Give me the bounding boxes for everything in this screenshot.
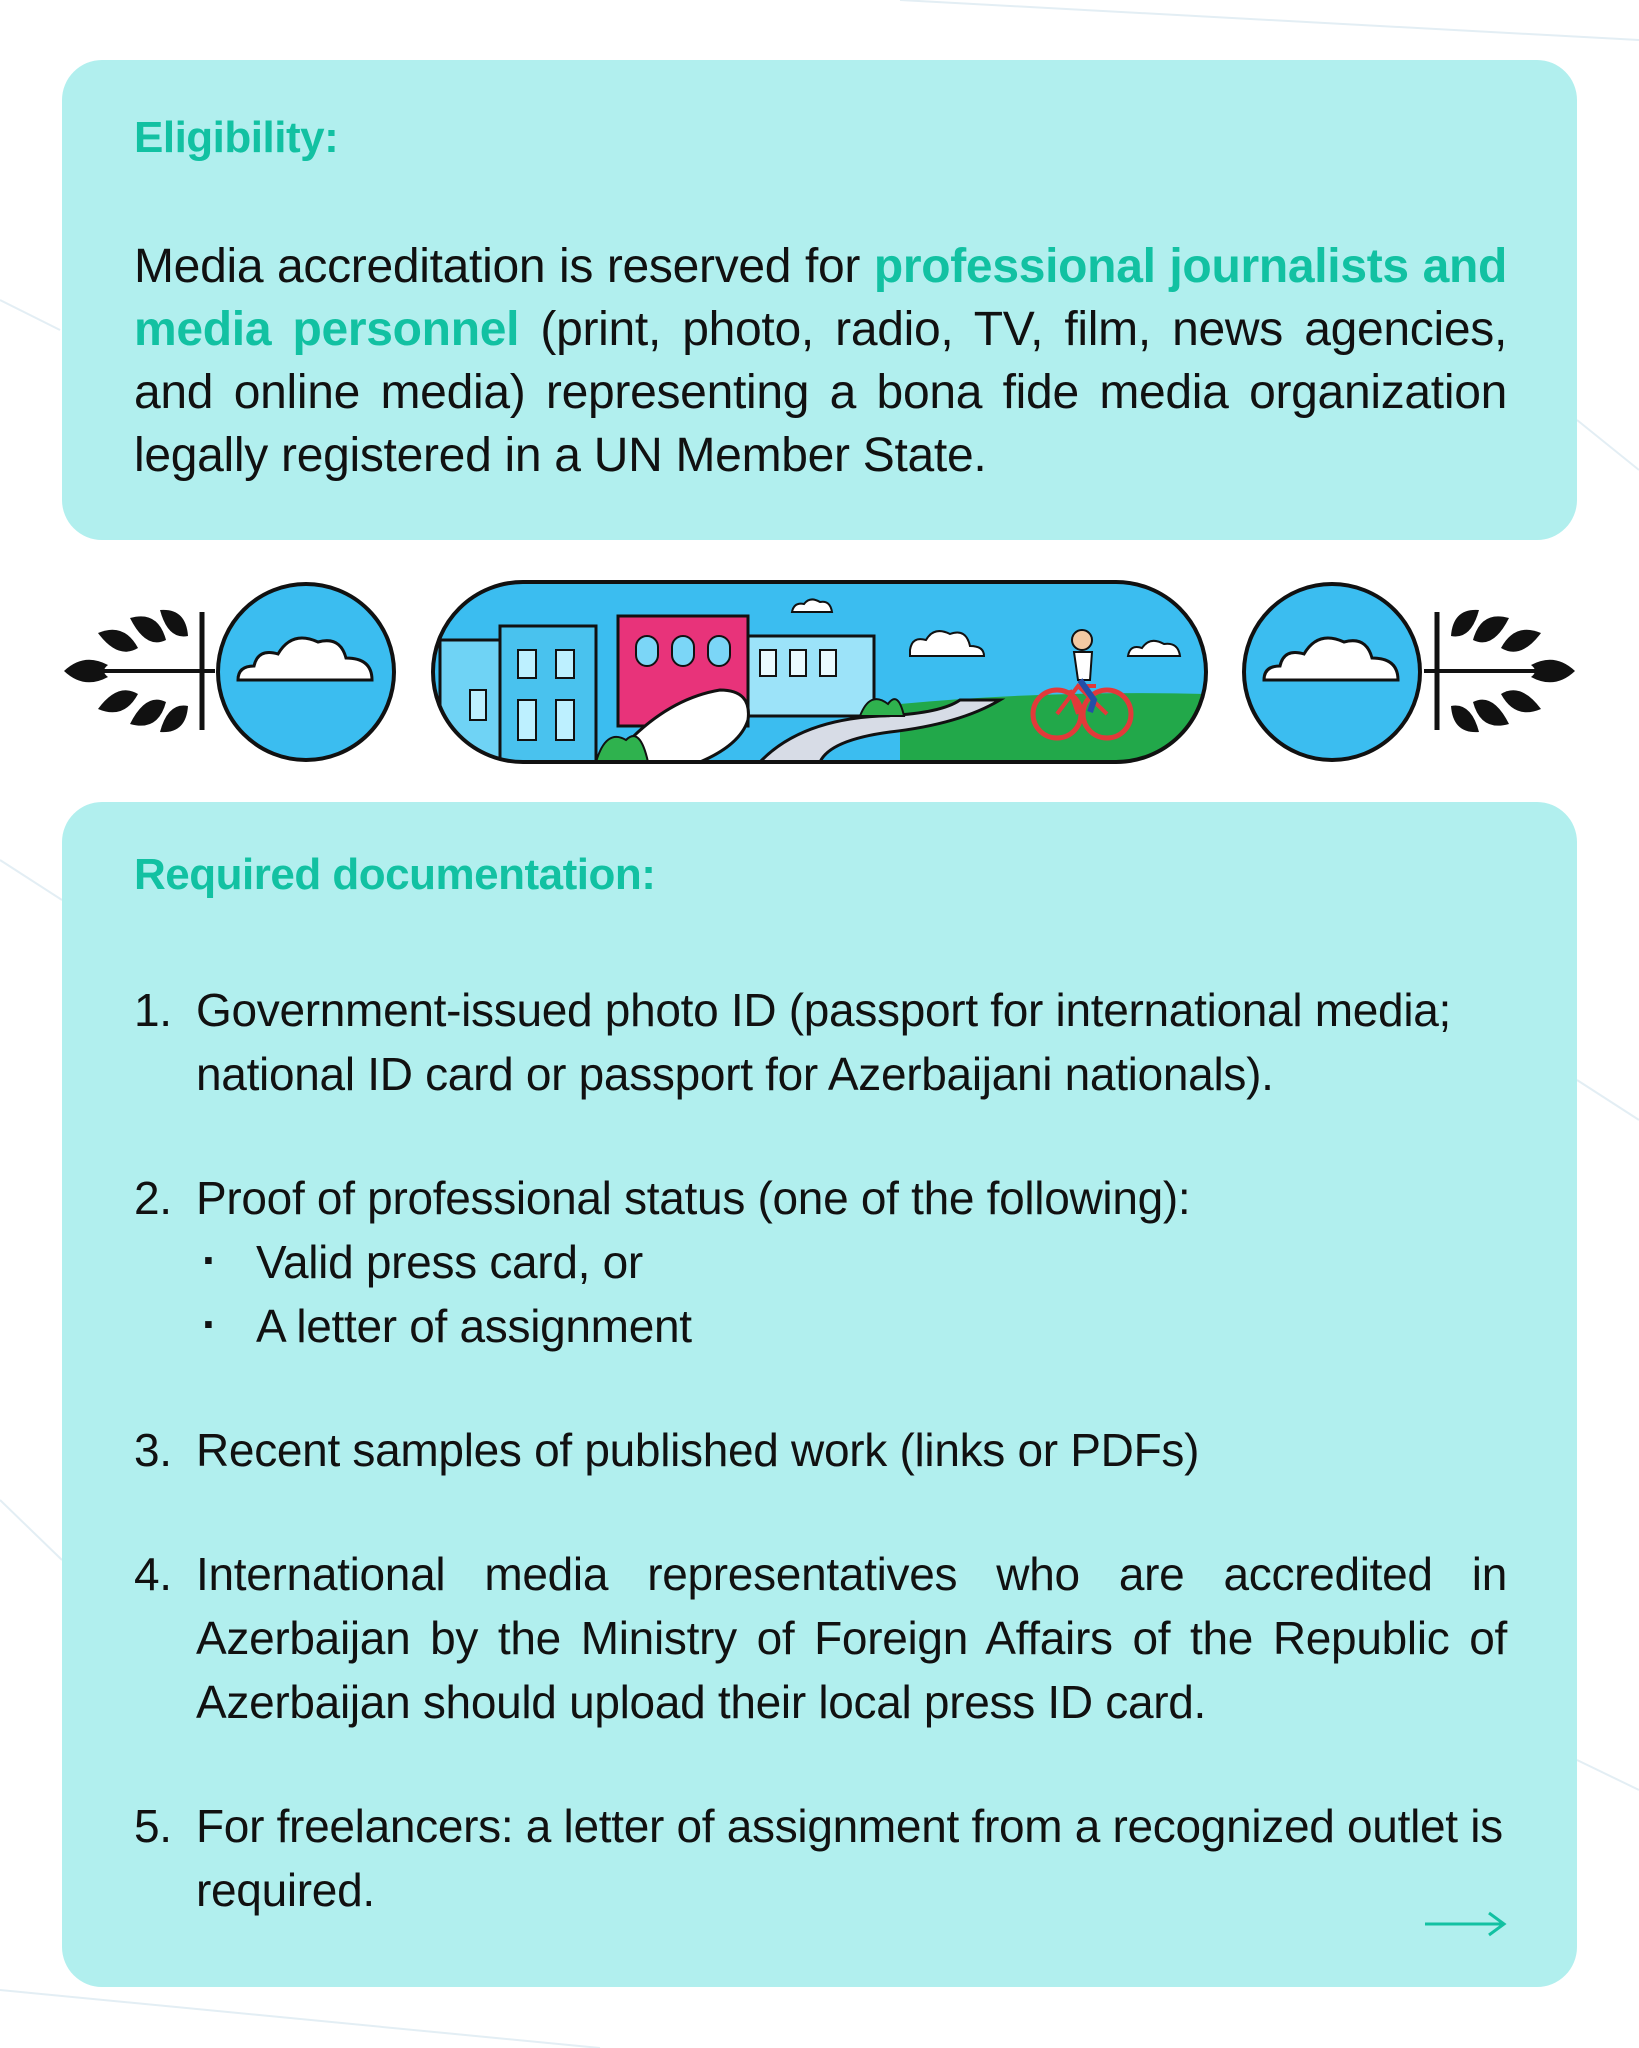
list-item-number: 1.: [134, 984, 172, 1036]
decorative-illustration: [0, 560, 1639, 782]
list-item-text: For freelancers: a letter of assignment from a recognized outlet is required.: [196, 1800, 1503, 1916]
leaf-sprig-icon: [1424, 610, 1575, 732]
arrow-right-icon[interactable]: [1423, 1909, 1507, 1939]
list-item-text: Proof of professional status (one of the following):: [196, 1172, 1191, 1224]
list-item-text: Government-issued photo ID (passport for international media; national ID card or passport for Azerbaijani nationals).: [196, 984, 1452, 1100]
sub-list-item: · A letter of assignment: [196, 1294, 1507, 1358]
eligibility-heading: Eligibility:: [134, 113, 339, 162]
eligibility-text-end: (print, photo, radio, TV, film, news agencies, and online media) representing a bona fide media organization legally registered in a UN Member State.: [134, 303, 1507, 482]
list-item: [134, 1418, 1507, 1482]
cloud-icon: [218, 584, 394, 760]
city-bicycle-scene: [433, 582, 1206, 762]
list-item: [134, 978, 1507, 1106]
list-item-number: 3.: [134, 1424, 172, 1476]
eligibility-text-start: Media accreditation is reserved for: [134, 240, 874, 293]
documentation-card: [62, 802, 1577, 1987]
list-item-text: Recent samples of published work (links or PDFs): [196, 1424, 1200, 1476]
cloud-icon: [1244, 584, 1420, 760]
list-item: [134, 1794, 1507, 1922]
list-item-number: 2.: [134, 1172, 172, 1224]
eligibility-card: [62, 60, 1577, 540]
sub-list: [196, 1230, 1507, 1358]
leaf-sprig-icon: [64, 610, 215, 732]
list-item-number: 4.: [134, 1548, 172, 1600]
eligibility-text: [134, 235, 1507, 487]
list-item: [134, 1542, 1507, 1734]
sub-list-item: · Valid press card, or: [196, 1230, 1507, 1294]
documentation-list: [134, 978, 1507, 1922]
list-item-text: International media representatives who are accredited in Azerbaijan by the Ministry of Foreign Affairs of the Republic of Azerbaijan should upload their local press ID card.: [196, 1548, 1507, 1728]
list-item: [134, 1166, 1507, 1358]
list-item-number: 5.: [134, 1800, 172, 1852]
documentation-heading: Required documentation:: [134, 850, 656, 899]
eligibility-highlight: professional journalists and media personnel: [134, 240, 1507, 356]
